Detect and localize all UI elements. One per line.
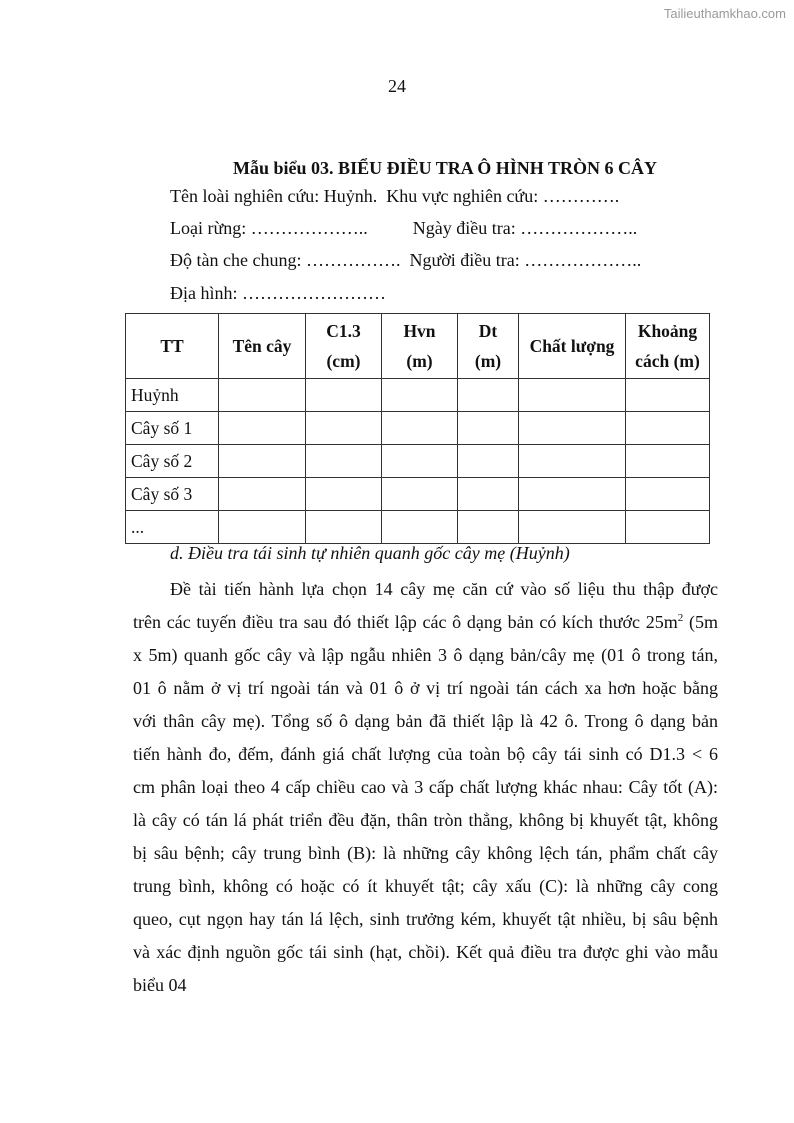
text-line: 01 ô nằm ở vị trí ngoài tán và 01 ô ở vị trí ngoài tán cách xa hơn hoặc bằng: [133, 678, 718, 698]
body-paragraph: [133, 573, 718, 1002]
text-line: x 5m) quanh gốc cây và lập ngẫu nhiên 3 ô dạng bản/cây mẹ (01 ô trong tán,: [133, 645, 718, 665]
text-line: và xác định nguồn gốc tái sinh (hạt, chồi). Kết quả điều tra được ghi vào mẫu: [133, 942, 718, 962]
text-line: tiến hành đo, đếm, đánh giá chất lượng của toàn bộ cây tái sinh có D1.3 < 6: [133, 744, 718, 764]
table-row: Cây số 2: [126, 445, 710, 478]
watermark: Tailieuthamkhao.com: [663, 6, 786, 21]
table-row: ...: [126, 511, 710, 544]
table-row: Cây số 1: [126, 412, 710, 445]
col-header: Chất lượng: [519, 314, 626, 379]
section-heading: d. Điều tra tái sinh tự nhiên quanh gốc cây mẹ (Huỷnh): [170, 543, 570, 563]
table-header-row: [126, 314, 710, 379]
col-header: Hvn (m): [382, 314, 458, 379]
col-header: TT: [126, 314, 219, 379]
col-header: C1.3 (cm): [306, 314, 382, 379]
text-line: bị sâu bệnh; cây trung bình (B): là những cây không lệch tán, phẩm chất cây: [133, 843, 718, 863]
text-line: Đề tài tiến hành lựa chọn 14 cây mẹ căn cứ vào số liệu thu thập được: [170, 579, 718, 599]
text-line: biểu 04: [133, 975, 187, 995]
table-row: Huỷnh: [126, 379, 710, 412]
table-row: Cây số 3: [126, 478, 710, 511]
field-canopy: Độ tàn che chung: ……………. Người điều tra: ………………..: [170, 250, 642, 270]
text-line: với thân cây mẹ). Tổng số ô dạng bản đã thiết lập là 42 ô. Trong ô dạng bản: [133, 711, 718, 731]
col-header: Dt (m): [458, 314, 519, 379]
form-title: Mẫu biểu 03. BIỂU ĐIỀU TRA Ô HÌNH TRÒN 6 CÂY: [233, 158, 657, 178]
text-line: cm phân loại theo 4 cấp chiều cao và 3 cấp chất lượng khác nhau: Cây tốt (A):: [133, 777, 718, 797]
text-line: queo, cụt ngọn hay tán lá lệch, sinh trưởng kém, khuyết tật nhiều, bị sâu bệnh: [133, 909, 718, 929]
col-header: Khoảng cách (m): [626, 314, 710, 379]
survey-table: [125, 313, 710, 544]
field-forest-type: Loại rừng: ……………….. Ngày điều tra: ………………..: [170, 218, 638, 238]
col-header: Tên cây: [219, 314, 306, 379]
page-number: 24: [388, 76, 406, 96]
text-line: trên các tuyến điều tra sau đó thiết lập các ô dạng bản có kích thước $25m^2$ (5m: [133, 612, 718, 632]
text-line: là cây có tán lá phát triển đều đặn, thân tròn thẳng, không bị khuyết tật, không: [133, 810, 718, 830]
text-line: trung bình, không có hoặc có ít khuyết tật; cây xấu (C): là những cây cong: [133, 876, 718, 896]
field-species: Tên loài nghiên cứu: Huỷnh. Khu vực nghiên cứu: ………….: [170, 186, 620, 206]
field-terrain: Địa hình: ……………………: [170, 283, 386, 303]
